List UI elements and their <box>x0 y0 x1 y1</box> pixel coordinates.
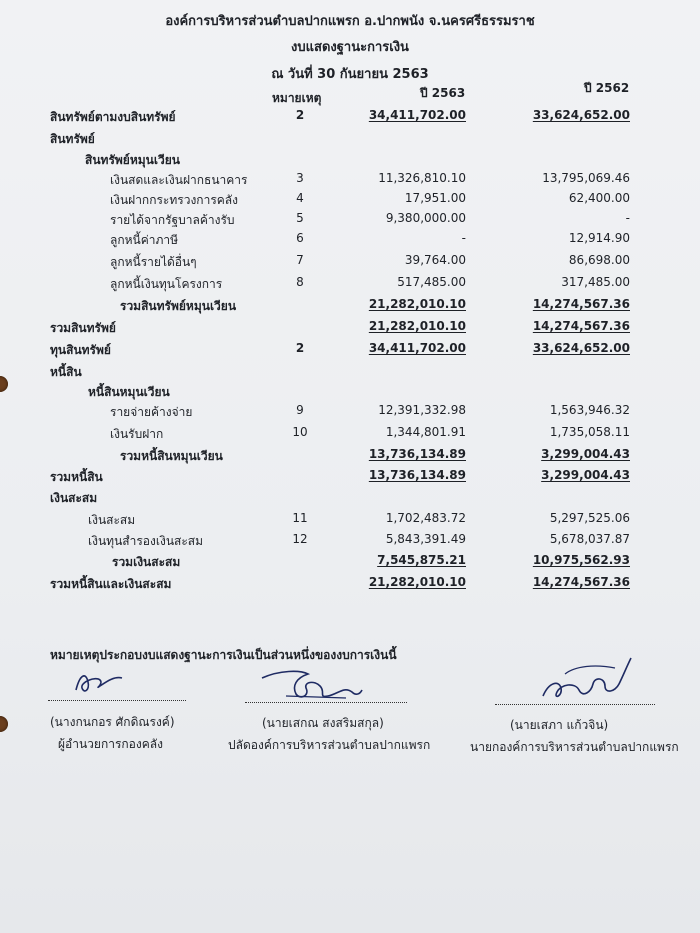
signatory-2-title: ปลัดองค์การบริหารส่วนตำบลปากแพรก <box>228 738 431 752</box>
row-note: 4 <box>296 191 304 205</box>
table-row <box>0 425 700 445</box>
row-note: 10 <box>292 425 308 439</box>
row-label: รวมสินทรัพย์หมุนเวียน <box>120 299 237 313</box>
org-title: องค์การบริหารส่วนตำบลปากแพรก อ.ปากพนัง จ.นครศรีธรรมราช <box>165 14 535 29</box>
signatory-2-name: (นายเสกณ สงสริมสกุล) <box>262 716 384 730</box>
row-value-2562: 13,795,069.46 <box>542 171 630 185</box>
row-value-2563: 11,326,810.10 <box>378 171 466 185</box>
row-value-2563: 21,282,010.10 <box>368 319 466 333</box>
row-value-2563: 34,411,702.00 <box>368 341 466 355</box>
row-label: เงินฝากกระทรวงการคลัง <box>110 193 238 207</box>
table-row <box>0 341 700 361</box>
row-label: สินทรัพย์ <box>50 132 95 146</box>
row-value-2562: 5,297,525.06 <box>549 511 630 525</box>
row-label: สินทรัพย์ตามงบสินทรัพย์ <box>50 110 176 124</box>
row-label: ทุนสินทรัพย์ <box>50 343 111 357</box>
signature-line <box>495 704 655 705</box>
table-row <box>0 553 700 573</box>
signatory-3-title: นายกองค์การบริหารส่วนตำบลปากแพรก <box>470 740 679 754</box>
row-note: 5 <box>296 211 304 225</box>
row-label: เงินสะสม <box>50 491 98 505</box>
row-note: 2 <box>295 108 305 122</box>
table-row <box>0 191 700 211</box>
signature-1 <box>70 668 130 700</box>
row-value-2563: 17,951.00 <box>404 191 466 205</box>
row-note: 6 <box>296 231 304 245</box>
row-value-2563: 39,764.00 <box>404 253 466 267</box>
table-row <box>0 108 700 128</box>
row-label: เงินสะสม <box>88 513 136 527</box>
row-value-2563: 34,411,702.00 <box>368 108 466 122</box>
row-label: เงินทุนสำรองเงินสะสม <box>88 534 204 548</box>
table-row <box>0 511 700 531</box>
statement-title: งบแสดงฐานะการเงิน <box>291 40 409 55</box>
row-value-2563: 9,380,000.00 <box>385 211 466 225</box>
row-value-2562: 14,274,567.36 <box>532 297 630 311</box>
row-label: รายจ่ายค้างจ่าย <box>110 405 193 419</box>
row-label: ลูกหนี้รายได้อื่นๆ <box>110 255 197 269</box>
row-value-2562: 317,485.00 <box>561 275 630 289</box>
row-value-2563: 12,391,332.98 <box>378 403 466 417</box>
row-value-2563: 517,485.00 <box>397 275 466 289</box>
row-note: 11 <box>292 511 308 525</box>
row-value-2562: 62,400.00 <box>568 191 630 205</box>
signatory-1-title: ผู้อำนวยการกองคลัง <box>58 737 163 751</box>
row-note: 3 <box>296 171 304 185</box>
row-value-2562: 33,624,652.00 <box>532 341 630 355</box>
row-value-2562: 12,914.90 <box>568 231 630 245</box>
row-label: รายได้จากรัฐบาลค้างรับ <box>110 213 235 227</box>
row-value-2562: 3,299,004.43 <box>541 468 630 482</box>
footnote: หมายเหตุประกอบงบแสดงฐานะการเงินเป็นส่วนหนึ่งของงบการเงินนี้ <box>50 648 397 662</box>
column-header-2563: ปี 2563 <box>420 86 466 100</box>
row-value-2563: - <box>461 231 466 245</box>
row-value-2563: 13,736,134.89 <box>368 447 466 461</box>
row-value-2563: 5,843,391.49 <box>385 532 466 546</box>
statement-date: ณ วันที่ 30 กันยายน 2563 <box>271 67 429 82</box>
row-label: รวมหนี้สินและเงินสะสม <box>50 577 172 591</box>
table-row <box>0 211 700 231</box>
row-note: 9 <box>296 403 304 417</box>
row-value-2562: 3,299,004.43 <box>541 447 630 461</box>
row-value-2563: 21,282,010.10 <box>368 575 466 589</box>
row-value-2562: 10,975,562.93 <box>532 553 630 567</box>
row-label: รวมหนี้สินหมุนเวียน <box>120 449 223 463</box>
table-row <box>0 130 700 150</box>
row-note: 2 <box>295 341 305 355</box>
table-row <box>0 151 700 171</box>
table-row <box>0 275 700 295</box>
table-row <box>0 297 700 317</box>
row-value-2562: 5,678,037.87 <box>549 532 630 546</box>
signature-line <box>48 700 186 701</box>
table-row <box>0 363 700 383</box>
signatory-1-name: (นางกนกอร ศักดิณรงค์) <box>50 715 175 729</box>
table-row <box>0 403 700 423</box>
table-row <box>0 231 700 251</box>
row-label: เงินสดและเงินฝากธนาคาร <box>110 173 248 187</box>
row-label: หนี้สินหมุนเวียน <box>88 385 170 399</box>
table-row <box>0 447 700 467</box>
row-value-2563: 7,545,875.21 <box>377 553 466 567</box>
row-note: 7 <box>296 253 304 267</box>
row-value-2562: 14,274,567.36 <box>532 319 630 333</box>
table-row <box>0 383 700 403</box>
row-label: รวมหนี้สิน <box>50 470 103 484</box>
row-value-2562: 1,735,058.11 <box>549 425 630 439</box>
row-value-2562: 14,274,567.36 <box>532 575 630 589</box>
table-row <box>0 575 700 595</box>
row-value-2563: 13,736,134.89 <box>368 468 466 482</box>
row-label: เงินรับฝาก <box>110 427 164 441</box>
row-value-2562: - <box>625 211 630 225</box>
table-row <box>0 532 700 552</box>
row-value-2562: 1,563,946.32 <box>549 403 630 417</box>
signature-line <box>245 702 407 703</box>
binder-hole <box>0 716 8 732</box>
signature-2 <box>256 666 366 706</box>
row-label: สินทรัพย์หมุนเวียน <box>85 153 180 167</box>
row-value-2562: 86,698.00 <box>568 253 630 267</box>
row-value-2563: 21,282,010.10 <box>368 297 466 311</box>
row-value-2563: 1,702,483.72 <box>385 511 466 525</box>
signatory-3-name: (นายเสภา แก้วจิน) <box>510 718 609 732</box>
column-header-2562: ปี 2562 <box>584 81 630 95</box>
row-label: ลูกหนี้เงินทุนโครงการ <box>110 277 223 291</box>
row-value-2563: 1,344,801.91 <box>385 425 466 439</box>
table-row <box>0 319 700 339</box>
column-header-note: หมายเหตุ <box>272 91 322 105</box>
row-label: ลูกหนี้ค่าภาษี <box>110 233 179 247</box>
signature-3 <box>535 652 635 706</box>
row-note: 12 <box>292 532 308 546</box>
table-row <box>0 489 700 509</box>
table-row <box>0 253 700 273</box>
row-label: หนี้สิน <box>50 365 82 379</box>
row-label: รวมสินทรัพย์ <box>50 321 116 335</box>
row-note: 8 <box>296 275 304 289</box>
table-row <box>0 171 700 191</box>
row-label: รวมเงินสะสม <box>112 555 181 569</box>
row-value-2562: 33,624,652.00 <box>532 108 630 122</box>
table-row <box>0 468 700 488</box>
